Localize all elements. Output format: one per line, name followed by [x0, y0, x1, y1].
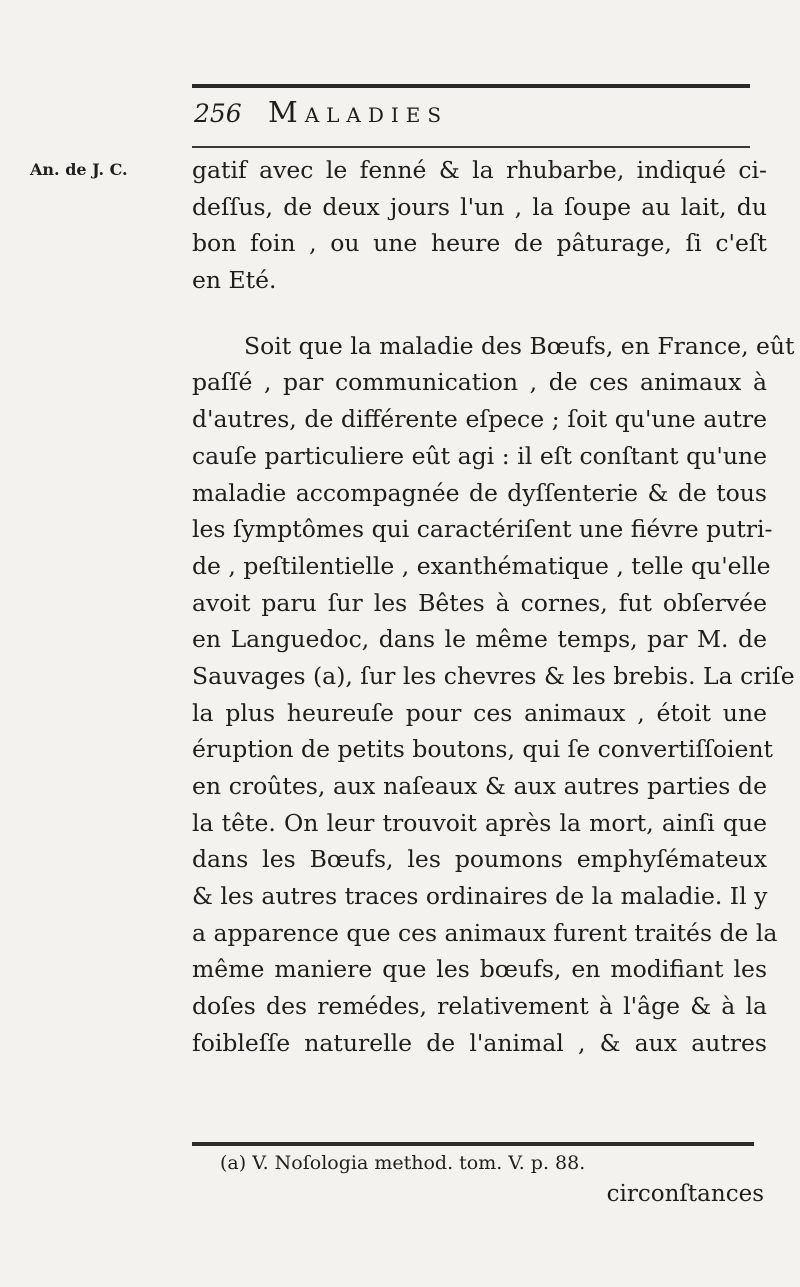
text-line: deſſus, de deux jours l'un , la ſoupe au lait, du: [192, 192, 767, 221]
text-line: en Eté.: [192, 266, 277, 295]
text-line: la plus heureuſe pour ces animaux , étoit une: [192, 698, 767, 727]
text-line: la tête. On leur trouvoit après la mort, ainſi que: [192, 808, 767, 837]
text-line: foibleſſe naturelle de l'animal , & aux autres: [192, 1028, 767, 1057]
text-line: éruption de petits boutons, qui ſe convertiſſoient: [192, 735, 773, 764]
text-line: bon foin , ou une heure de pâturage, ſi c'eſt: [192, 229, 767, 258]
paragraph-gap: [192, 299, 767, 328]
text-line: en croûtes, aux naſeaux & aux autres parties de: [192, 772, 767, 800]
text-line: Sauvages (a), ſur les chevres & les brebis. La criſe: [192, 661, 795, 690]
text-line: en Languedoc, dans le même temps, par M. de: [192, 625, 767, 654]
text-line: d'autres, de différente eſpece ; ſoit qu'une autre: [192, 405, 767, 434]
text-line: maladie accompagnée de dyſſenterie & de tous: [192, 478, 767, 507]
body-text: [192, 152, 795, 1062]
text-line: doſes des remédes, relativement à l'âge & à la: [192, 992, 767, 1021]
text-line: paſſé , par communication , de ces animaux à: [192, 368, 767, 397]
catchword: circonſtances: [606, 1181, 764, 1207]
running-head: Maladies: [268, 95, 449, 129]
text-line: Soit que la maladie des Bœufs, en France, eût: [244, 331, 795, 360]
text-line: de , peſtilentielle , exanthématique , telle qu'elle: [192, 551, 771, 580]
footnote-rule: [192, 1142, 754, 1146]
footnote: (a) V. Noſologia method. tom. V. p. 88.: [220, 1152, 586, 1174]
text-line: dans les Bœufs, les poumons emphyſémateux: [192, 845, 767, 874]
text-line: & les autres traces ordinaires de la maladie. Il y: [192, 882, 768, 911]
page-number: 256: [194, 99, 242, 128]
text-line: même maniere que les bœufs, en modifiant les: [192, 955, 767, 984]
text-line: a apparence que ces animaux furent traités de la: [192, 918, 778, 947]
text-line: avoit paru ſur les Bêtes à cornes, fut obſervée: [192, 588, 767, 617]
top-rule: [192, 84, 750, 88]
margin-note: An. de J. C.: [30, 160, 128, 179]
text-line: gatif avec le fenné & la rhubarbe, indiqué ci-: [192, 156, 767, 184]
text-line: les ſymptômes qui caractériſent une fiévre putri-: [192, 515, 773, 544]
header-rule: [192, 146, 750, 148]
text-line: cauſe particuliere eût agi : il eſt conſtant qu'une: [192, 441, 767, 470]
